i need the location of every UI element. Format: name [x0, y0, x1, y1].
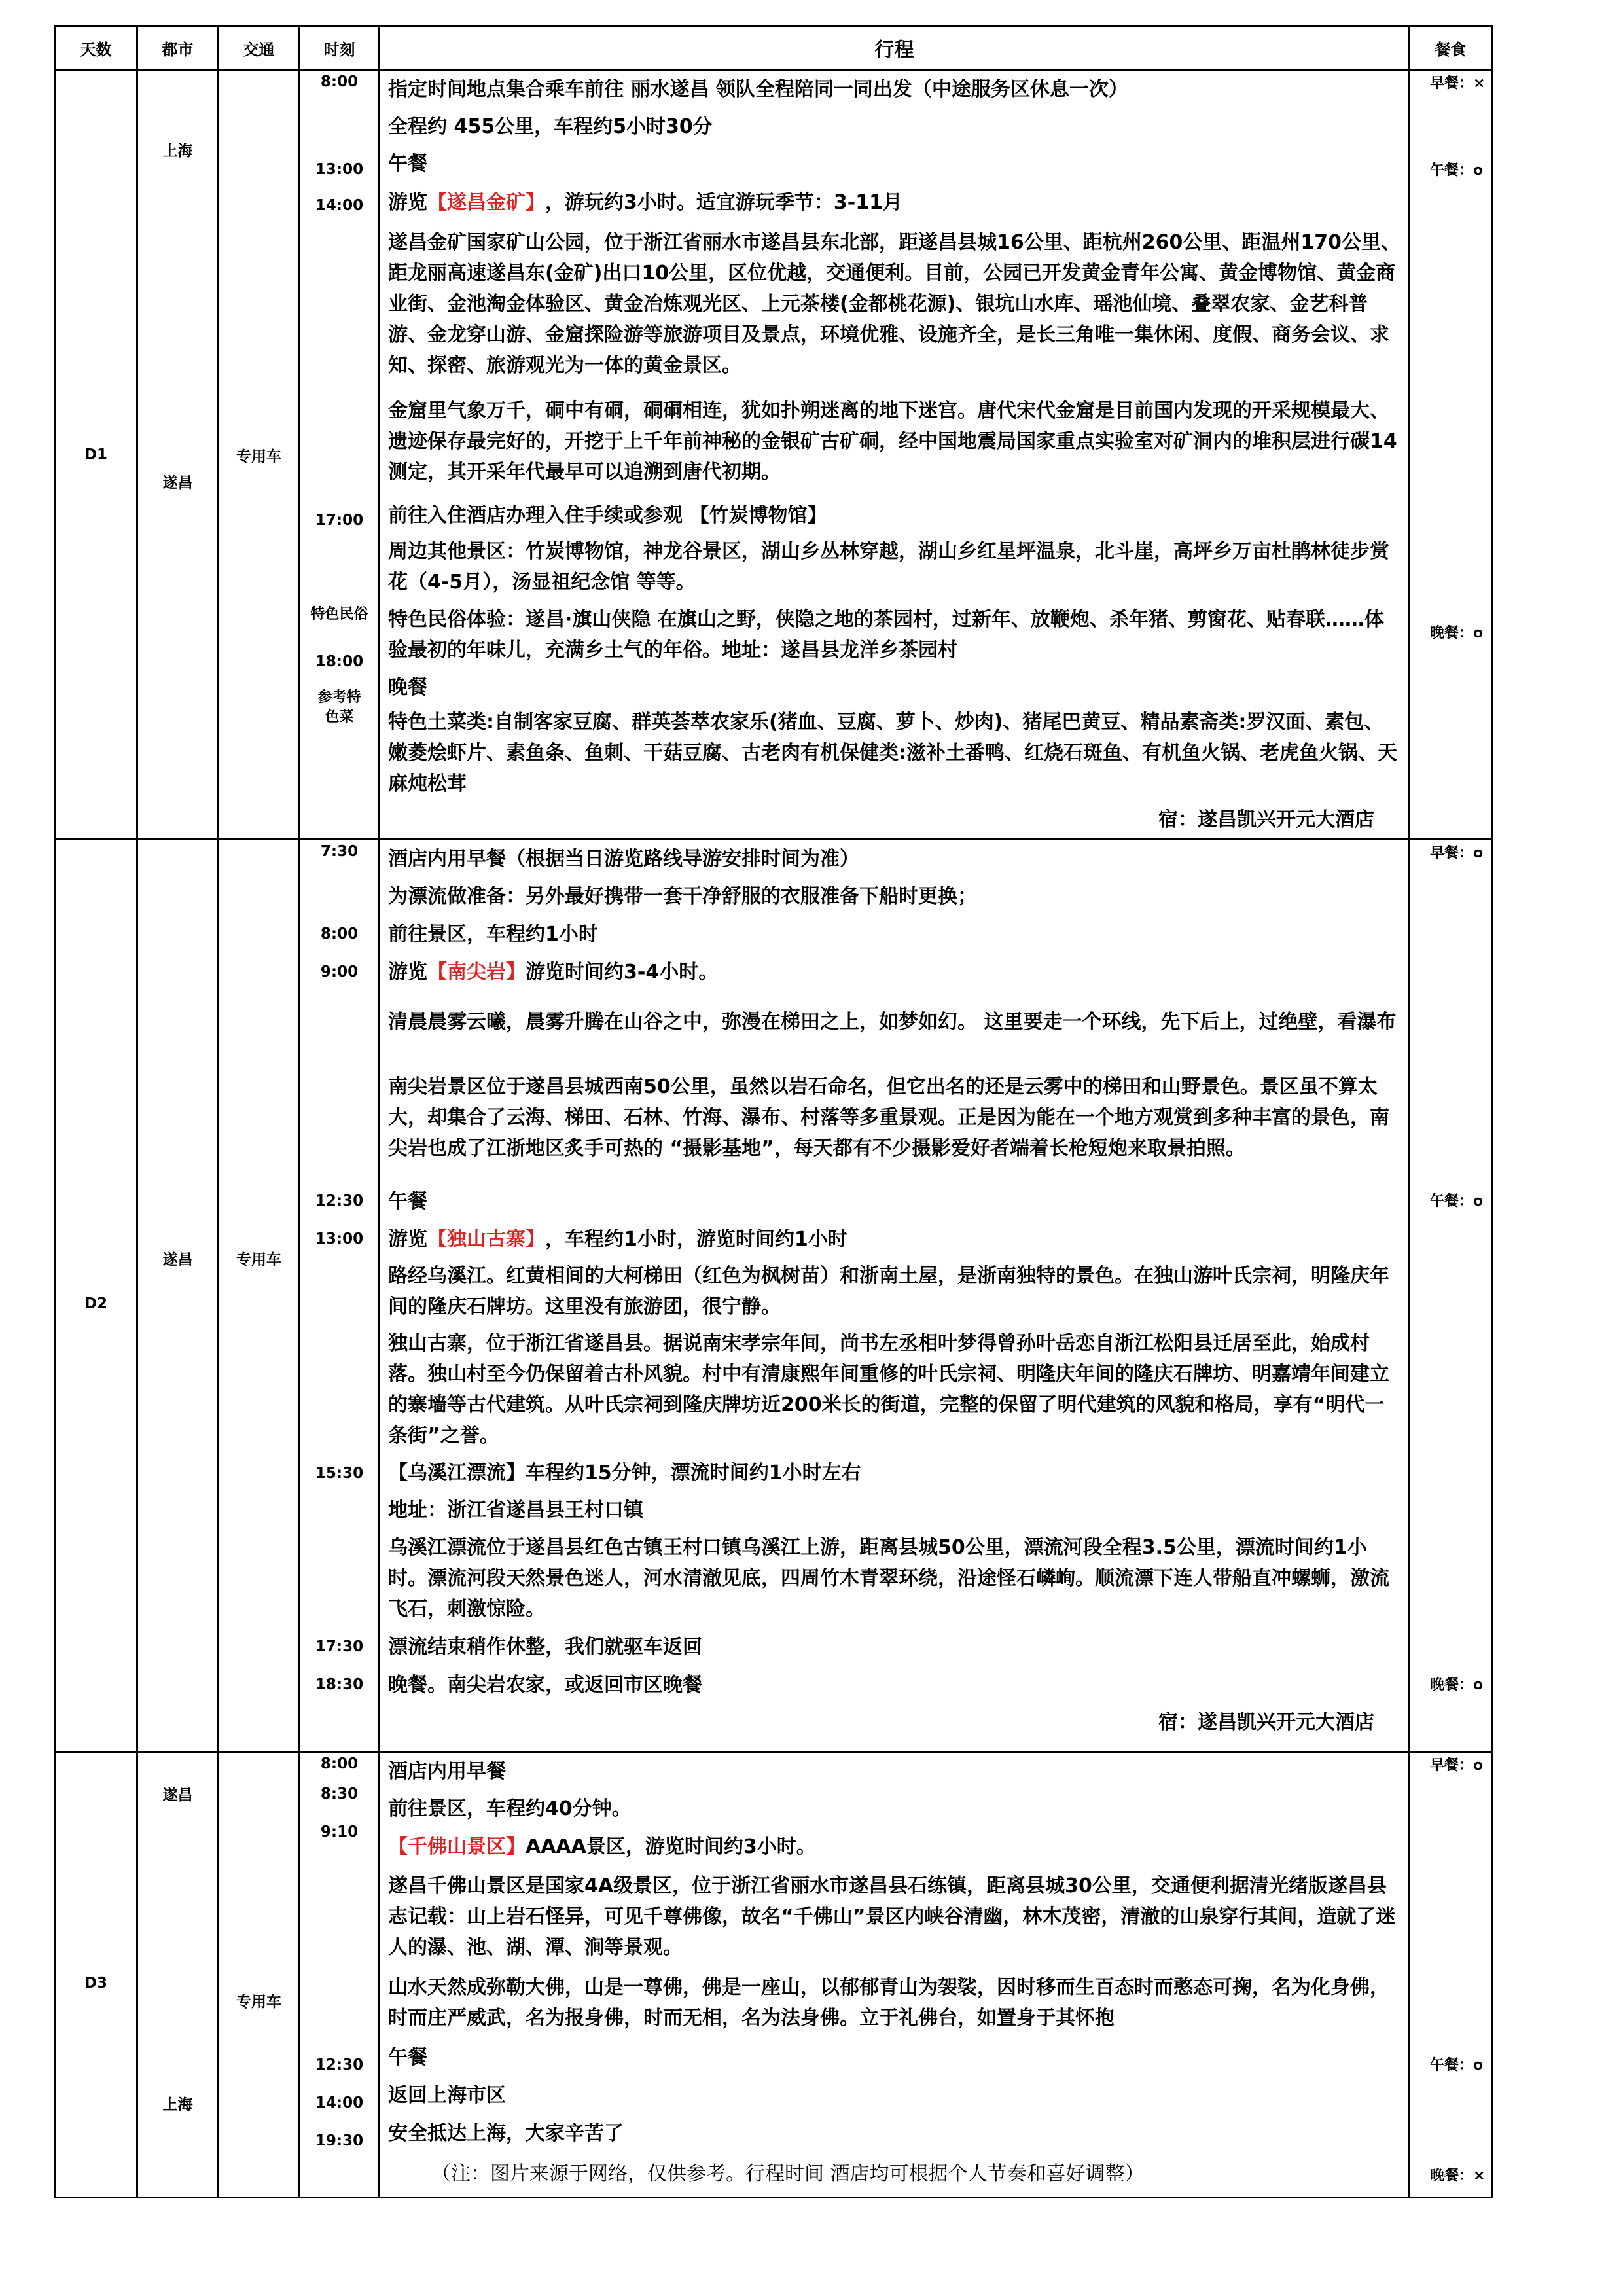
plan-line: 返回上海市区	[388, 2083, 506, 2107]
plan-line: 地址：浙江省遂昌县王村口镇	[388, 1498, 643, 1522]
plan-paragraph: 清晨晨雾云曦，晨雾升腾在山谷之中，弥漫在梯田之上，如梦如幻。 这里要走一个环线，先下后上，过绝壁，看瀑布	[388, 1010, 1397, 1033]
transport-label: 专用车	[219, 840, 300, 1752]
city-cell	[137, 70, 219, 840]
plan-paragraph: 金窟里气象万千，硐中有硐，硐硐相连，犹如扑朔迷离的地下迷宫。唐代宋代金窟是目前国内发现的开采规模最大、遗迹保存最完好的，开挖于上千年前神秘的金银矿古矿硐，经中国地震局国家重点实验室对矿洞内的堆积层进行碳14测定，其开采年代最早可以追溯到唐代初期。	[388, 399, 1397, 484]
meal-dinner: 晚餐：×	[1430, 2167, 1486, 2184]
time-slot: 12:30	[315, 1193, 364, 1210]
plan-line: 为漂流做准备：另外最好携带一套干净舒服的衣服准备下船时更换；	[388, 884, 977, 908]
plan-line: 【千佛山景区】 AAAA景区，游览时间约3小时。	[380, 1827, 1408, 1865]
time-slot: 12:30	[315, 2056, 364, 2073]
time-slot: 13:00	[315, 1230, 364, 1247]
time-slot: 9:10	[320, 1823, 359, 1840]
time-slot: 18:30	[315, 1676, 364, 1693]
plan-line: 指定时间地点集合乘车前往 丽水遂昌 领队全程陪同一同出发（中途服务区休息一次）	[388, 78, 1128, 101]
plan-paragraph: 特色民俗体验：遂昌·旗山侠隐 在旗山之野，侠隐之地的茶园村，过新年、放鞭炮、杀年猪、剪窗花、贴春联……体验最初的年味儿，充满乡土气的年俗。地址：遂昌县龙洋乡茶园村	[388, 607, 1384, 662]
highlight-spot[interactable]: 【独山古寨】	[427, 1227, 545, 1251]
plan-line: 前往景区，车程约40分钟。	[388, 1797, 632, 1820]
time-slot: 参考特色菜	[317, 689, 361, 725]
header-city: 都市	[137, 26, 219, 70]
city-label: 遂昌	[162, 474, 193, 492]
time-slot: 8:30	[320, 1785, 359, 1803]
time-slot: 7:30	[320, 843, 359, 860]
time-slot: 17:00	[315, 512, 364, 529]
time-slot: 18:00	[315, 653, 364, 670]
time-slot: 9:00	[320, 963, 359, 980]
plan-line: 晚餐	[388, 675, 427, 699]
time-slot: 19:30	[315, 2132, 364, 2149]
itinerary-sheet	[54, 25, 1491, 2198]
highlight-spot[interactable]: 【遂昌金矿】	[427, 190, 545, 214]
plan-paragraph: 遂昌金矿国家矿山公园，位于浙江省丽水市遂昌县东北部，距遂昌县城16公里、距杭州260公里、距温州170公里、距龙丽高速遂昌东(金矿)出口10公里，区位优越，交通便利。目前，公园已开发黄金青年公寓、黄金博物馆、黄金商业街、金池淘金体验区、黄金冶炼观光区、上元茶楼(金都桃花源)、银坑山水库、瑶池仙境、叠翠农家、金艺科普游、金龙穿山游、金窟探险游等旅游项目及景点，环境优雅、设施齐全，是长三角唯一集休闲、度假、商务会议、求知、探密、旅游观光为一体的黄金景区。	[388, 230, 1400, 377]
plan-cell	[380, 70, 1410, 840]
plan-line: 安全抵达上海，大家辛苦了	[388, 2121, 624, 2145]
plan-paragraph: 遂昌千佛山景区是国家4A级景区，位于浙江省丽水市遂昌县石练镇，距离县城30公里，交通便利据清光绪版遂昌县志记载：山上岩石怪异，可见千尊佛像，故名“千佛山”景区内峡谷清幽，林木茂密，清澈的山泉穿行其间，造就了迷人的瀑、池、湖、潭、涧等景观。	[388, 1874, 1396, 1959]
time-cell	[300, 1752, 380, 2198]
plan-line: 游览 【独山古寨】 ，车程约1小时，游览时间约1小时	[380, 1220, 1408, 1258]
plan-line: 游览 【南尖岩】 游览时间约3-4小时。	[380, 953, 1408, 991]
meal-breakfast: 早餐：×	[1430, 75, 1486, 92]
day-row-d3	[55, 1752, 1492, 2198]
meal-dinner: 晚餐：o	[1430, 1676, 1484, 1693]
time-slot: 17:30	[315, 1638, 364, 1655]
plan-line: 前往景区，车程约1小时	[388, 922, 598, 946]
plan-line: 午餐	[388, 1189, 427, 1213]
plan-line: 晚餐。南尖岩农家，或返回市区晚餐	[388, 1673, 702, 1696]
meal-lunch: 午餐：o	[1430, 2056, 1484, 2073]
highlight-spot[interactable]: 【南尖岩】	[427, 960, 526, 984]
meal-breakfast: 早餐：o	[1430, 1757, 1484, 1774]
city-label: 遂昌	[137, 840, 219, 1752]
time-slot: 8:00	[320, 925, 359, 942]
meal-dinner: 晚餐：o	[1430, 624, 1484, 641]
city-label: 遂昌	[162, 1786, 193, 1804]
itinerary-table	[54, 25, 1493, 2198]
plan-line: 游览 【遂昌金矿】 ，游玩约3小时。适宜游玩季节：3-11月	[380, 183, 1408, 222]
plan-line: 前往入住酒店办理入住手续或参观 【竹炭博物馆】	[388, 503, 827, 527]
hotel-line: 宿：遂昌凯兴开元大酒店	[1158, 808, 1374, 831]
plan-cell	[380, 840, 1410, 1752]
city-label: 上海	[162, 142, 193, 160]
meal-breakfast: 早餐：o	[1430, 844, 1484, 861]
plan-paragraph: 乌溪江漂流位于遂昌县红色古镇王村口镇乌溪江上游，距离县城50公里，漂流河段全程3.5公里，漂流时间约1小时。漂流河段天然景色迷人，河水清澈见底，四周竹木青翠环绕，沿途怪石嶙峋。顺流漂下连人带船直冲螺蛳，激流飞石，刺激惊险。	[388, 1536, 1389, 1621]
footnote: （注：图片来源于网络，仅供参考。行程时间 酒店均可根据个人节奏和喜好调整）	[431, 2162, 1145, 2185]
plan-line: 全程约 455公里，车程约5小时30分	[388, 115, 713, 138]
plan-line: 【乌溪江漂流】车程约15分钟，漂流时间约1小时左右	[388, 1461, 861, 1484]
meal-cell	[1410, 70, 1492, 840]
plan-line: 午餐	[388, 2045, 427, 2069]
plan-line: 酒店内用早餐（根据当日游览路线导游安排时间为准）	[388, 847, 859, 870]
time-slot: 8:00	[320, 73, 359, 90]
meal-lunch: 午餐：o	[1430, 162, 1484, 179]
plan-line: 酒店内用早餐	[388, 1759, 506, 1783]
header-meal: 餐食	[1410, 26, 1492, 70]
hotel-line: 宿：遂昌凯兴开元大酒店	[1158, 1710, 1374, 1734]
plan-paragraph: 南尖岩景区位于遂昌县城西南50公里，虽然以岩石命名，但它出名的还是云雾中的梯田和山野景色。景区虽不算太大，却集合了云海、梯田、石林、竹海、瀑布、村落等多重景观。正是因为能在一个地方观赏到多种丰富的景色，南尖岩也成了江浙地区炙手可热的 “摄影基地”，每天都有不少摄影爱好者端着长枪短炮来取景拍照。	[388, 1075, 1389, 1160]
day-label: D2	[55, 840, 137, 1752]
header-time: 时刻	[300, 26, 380, 70]
meal-lunch: 午餐：o	[1430, 1193, 1484, 1210]
transport-label: 专用车	[219, 70, 300, 840]
plan-paragraph: 特色土菜类:自制客家豆腐、群英荟萃农家乐(猪血、豆腐、萝卜、炒肉)、猪尾巴黄豆、精品素斋类:罗汉面、素包、嫩菱烩虾片、素鱼条、鱼刺、干菇豆腐、古老肉有机保健类:滋补土番鸭、红烧石斑鱼、有机鱼火锅、老虎鱼火锅、天麻炖松茸	[388, 711, 1397, 795]
plan-line: 漂流结束稍作休整，我们就驱车返回	[388, 1635, 702, 1659]
time-slot: 14:00	[315, 196, 364, 214]
transport-label: 专用车	[219, 1752, 300, 2198]
plan-paragraph: 周边其他景区：竹炭博物馆，神龙谷景区，湖山乡丛林穿越，湖山乡红星坪温泉，北斗崖，高坪乡万亩杜鹃林徒步赏花（4-5月），汤显祖纪念馆 等等。	[388, 540, 1389, 594]
header-plan: 行程	[380, 26, 1410, 70]
plan-line: 午餐	[388, 152, 427, 175]
highlight-spot[interactable]: 【千佛山景区】	[388, 1835, 526, 1858]
city-label: 上海	[162, 2096, 193, 2113]
time-slot: 特色民俗	[310, 606, 368, 622]
city-cell	[137, 1752, 219, 2198]
header-day: 天数	[55, 26, 137, 70]
day-label: D3	[55, 1752, 137, 2198]
time-cell	[300, 70, 380, 840]
plan-cell	[380, 1752, 1410, 2198]
time-cell	[300, 840, 380, 1752]
meal-cell	[1410, 840, 1492, 1752]
header-transport: 交通	[219, 26, 300, 70]
plan-paragraph: 路经乌溪江。红黄相间的大柯梯田（红色为枫树苗）和浙南土屋，是浙南独特的景色。在独山游叶氏宗祠，明隆庆年间的隆庆石牌坊。这里没有旅游团，很宁静。	[388, 1265, 1389, 1318]
day-row-d1	[55, 70, 1492, 840]
day-row-d2	[55, 840, 1492, 1752]
day-label: D1	[55, 70, 137, 840]
time-slot: 14:00	[315, 2094, 364, 2111]
plan-paragraph: 山水天然成弥勒大佛，山是一尊佛，佛是一座山，以郁郁青山为袈裟，因时移而生百态时而憨态可掬，名为化身佛，时而庄严威武，名为报身佛，时而无相，名为法身佛。立于礼佛台，如置身于其怀抱	[388, 1976, 1389, 2030]
header-row	[55, 26, 1492, 70]
time-slot: 15:30	[315, 1465, 364, 1482]
meal-cell	[1410, 1752, 1492, 2198]
time-slot: 8:00	[320, 1755, 359, 1772]
time-slot: 13:00	[315, 160, 364, 178]
plan-paragraph: 独山古寨，位于浙江省遂昌县。据说南宋孝宗年间，尚书左丞相叶梦得曾孙叶岳恋自浙江松阳县迁居至此，始成村落。独山村至今仍保留着古朴风貌。村中有清康熙年间重修的叶氏宗祠、明隆庆年间的隆庆石牌坊、明嘉靖年间建立的寨墙等古代建筑。从叶氏宗祠到隆庆牌坊近200米长的街道，完整的保留了明代建筑的风貌和格局，享有“明代一条街”之誉。	[388, 1332, 1389, 1447]
